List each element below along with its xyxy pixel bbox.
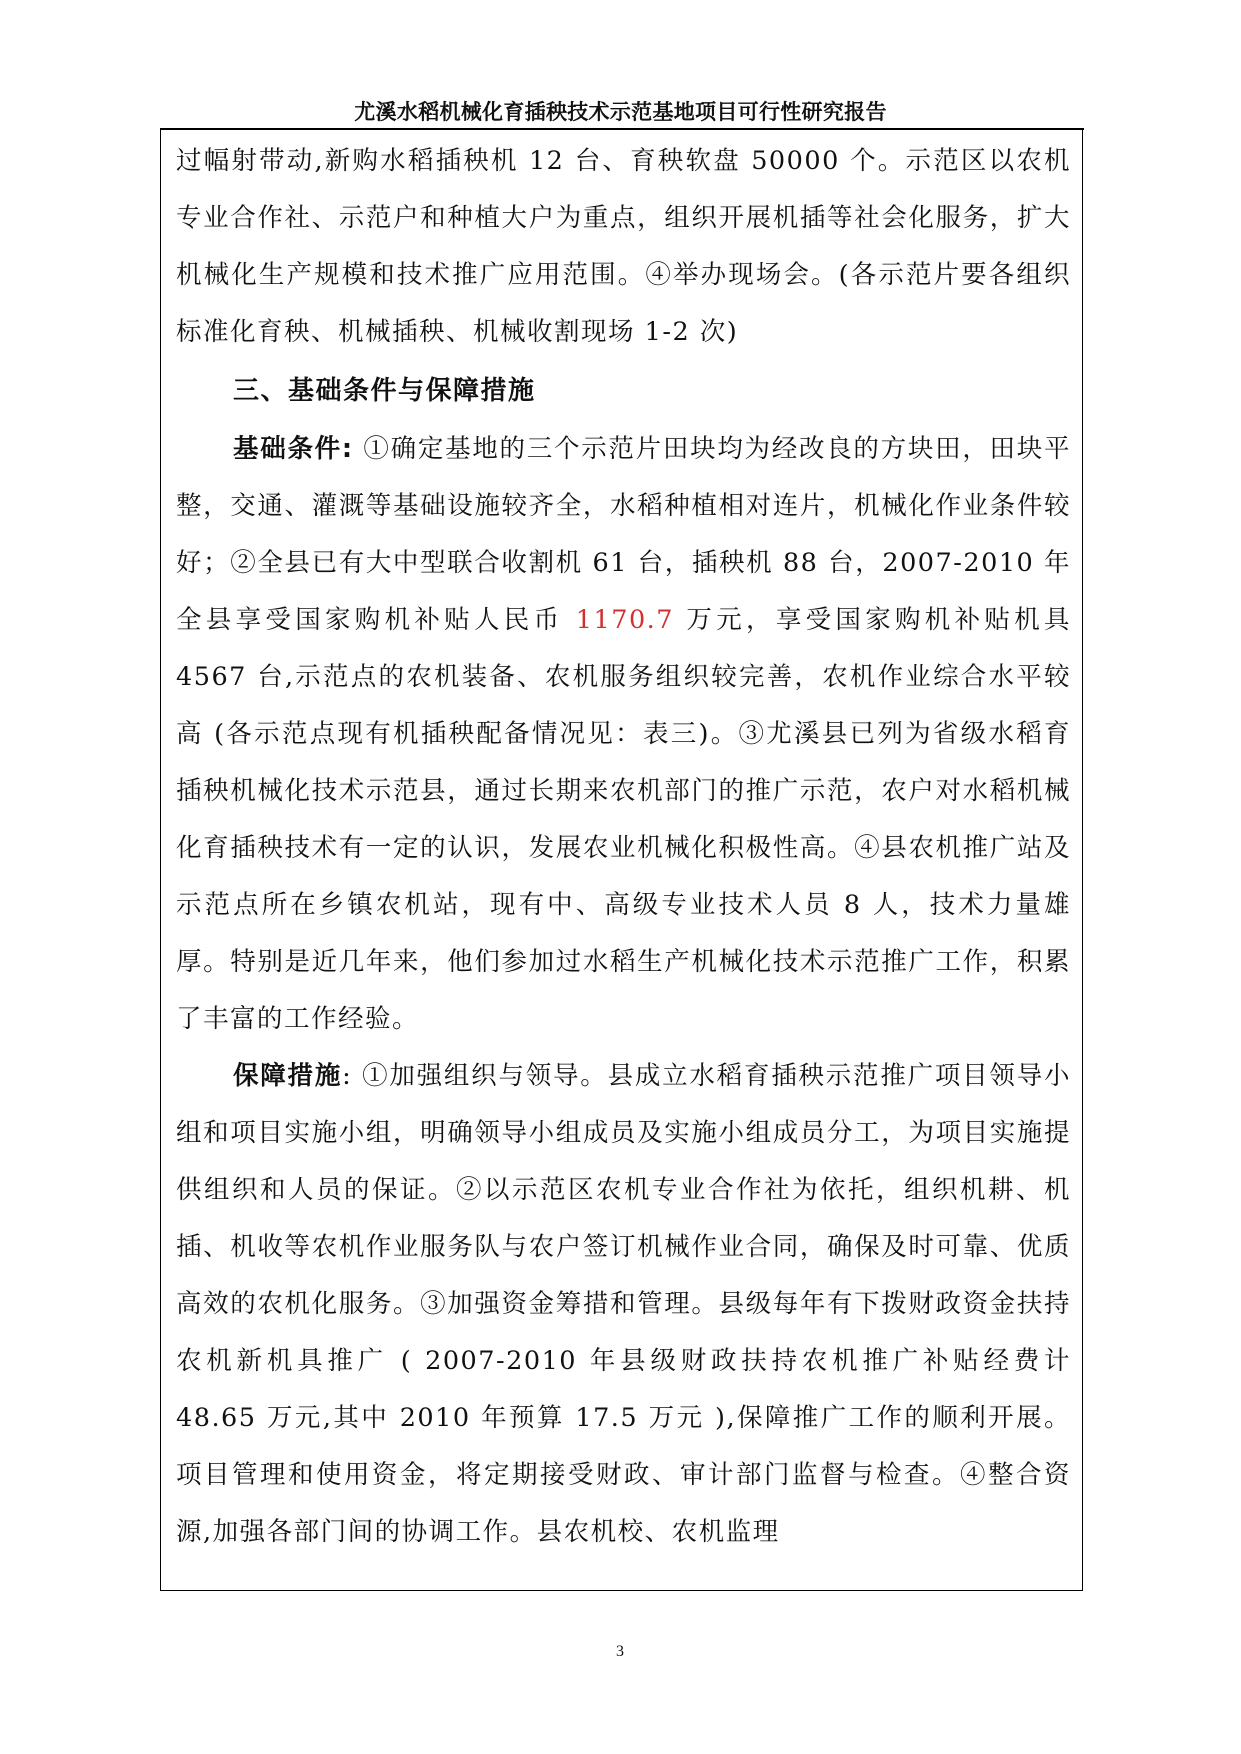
safeguards-lead: 保障措施 <box>233 1061 343 1091</box>
paragraph-continued: 过幅射带动,新购水稻插秧机 12 台、育秧软盘 50000 个。示范区以农机专业合作社、示范户和种植大户为重点，组织开展机插等社会化服务，扩大机械化生产规模和技术推广应用范围。④举办现场会。(各示范片要各组织标准化育秧、机械插秧、机械收割现场 1-2 次) <box>176 146 1071 347</box>
paragraph-safeguards <box>176 1048 1071 1561</box>
paragraph-basic-conditions <box>176 421 1071 1048</box>
page-header-title: 尤溪水稻机械化育插秧技术示范基地项目可行性研究报告 <box>354 100 887 124</box>
section-heading: 三、基础条件与保障措施 <box>233 376 536 406</box>
document-body <box>176 133 1071 1561</box>
basic-conditions-text-2: 万元，享受国家购机补贴机具 4567 台,示范点的农机装备、农机服务组织较完善，农机作业综合水平较高 (各示范点现有机插秧配备情况见：表三)。③尤溪县已列为省级水稻育插秧机械化技术示范县，通过长期来农机部门的推广示范，农户对水稻机械化育插秧技术有一定的认识，发展农业机械化积极性高。④县农机推广站及示范点所在乡镇农机站，现有中、高级专业技术人员 8 人，技术力量雄厚。特别是近几年来，他们参加过水稻生产机械化技术示范推广工作，积累了丰富的工作经验。 <box>176 605 1071 1034</box>
basic-conditions-lead: 基础条件: <box>233 434 354 464</box>
page-number: 3 <box>616 1643 624 1660</box>
basic-conditions-text-1: ①确定基地的三个示范片田块均为经改良的方块田，田块平整，交通、灌溉等基础设施较齐全，水稻种植相对连片，机械化作业条件较好；②全县已有大中型联合收割机 61 台，插秧机 88 台，2007-2010 年全县享受国家购机补贴人民币 <box>176 434 1071 635</box>
subsidy-amount-highlight: 1170.7 <box>575 605 675 635</box>
safeguards-text: : ①加强组织与领导。县成立水稻育插秧示范推广项目领导小组和项目实施小组，明确领导小组成员及实施小组成员分工，为项目实施提供组织和人员的保证。②以示范区农机专业合作社为依托，组织机耕、机插、机收等农机作业服务队与农户签订机械作业合同，确保及时可靠、优质高效的农机化服务。③加强资金筹措和管理。县级每年有下拨财政资金扶持农机新机具推广 ( 2007-2010 年县级财政扶持农机推广补贴经费计 48.65 万元,其中 2010 年预算 17.5 万元 ),保障推广工作的顺利开展。项目管理和使用资金，将定期接受财政、审计部门监督与检查。④整合资源,加强各部门间的协调工作。县农机校、农机监理 <box>176 1061 1071 1547</box>
content-frame <box>160 129 1083 1591</box>
